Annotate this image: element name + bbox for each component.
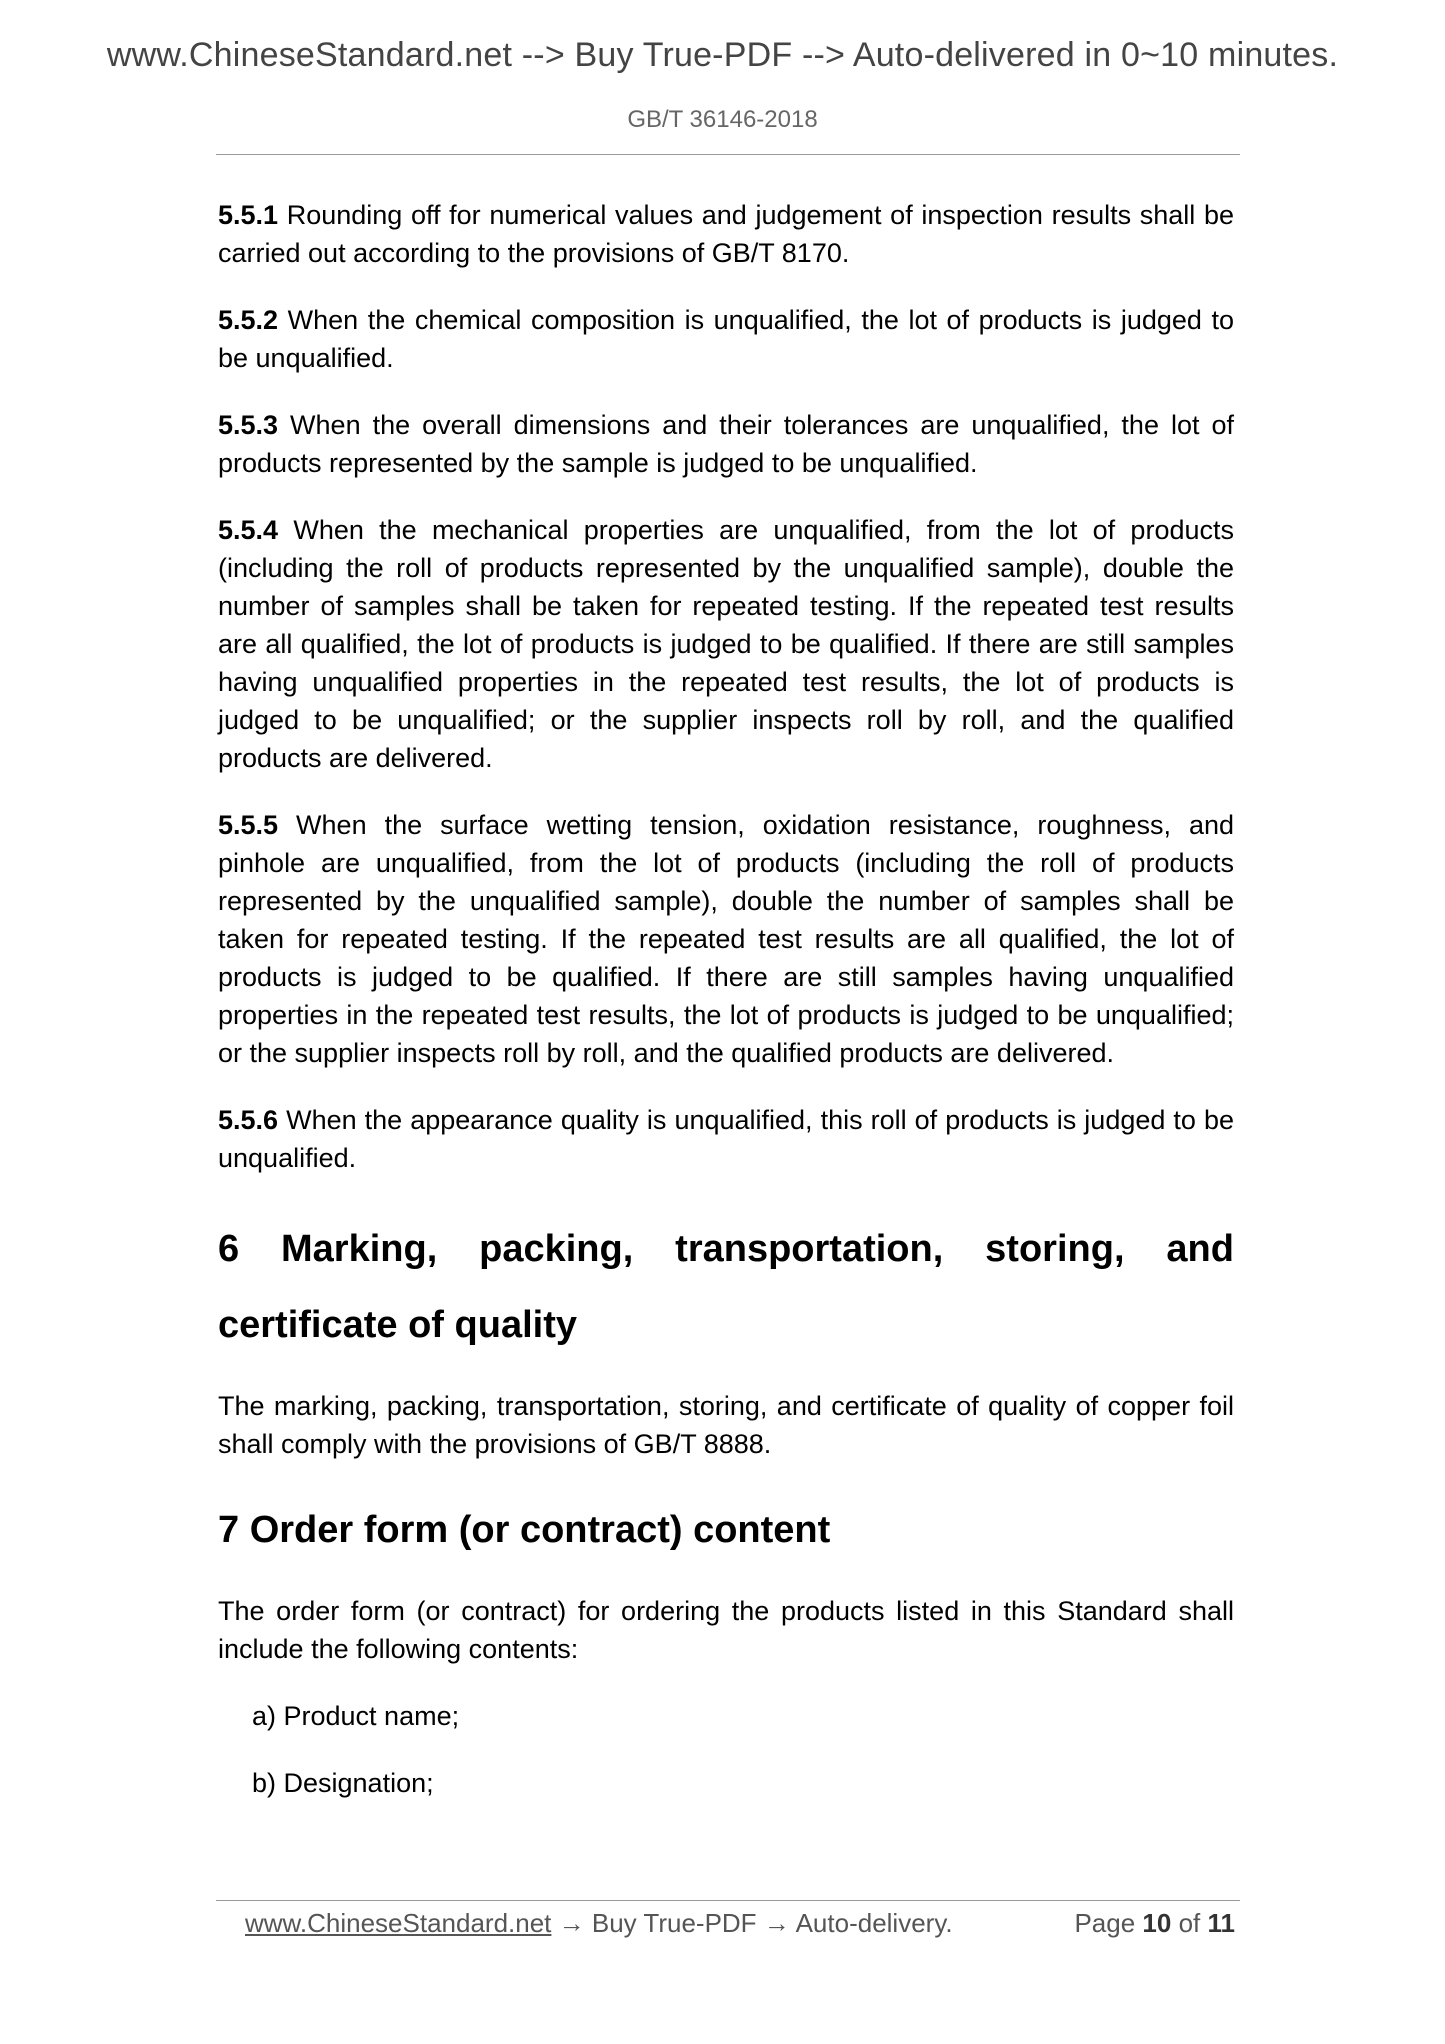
page-content bbox=[218, 196, 1234, 1831]
clause-5-5-6 bbox=[218, 1101, 1234, 1177]
arrow-right-icon: → bbox=[756, 1908, 796, 1938]
clause-number: 5.5.5 bbox=[218, 810, 279, 840]
footer-delivery-text: Auto-delivery. bbox=[795, 1908, 953, 1938]
footer-site-link[interactable]: www.ChineseStandard.net bbox=[245, 1908, 552, 1938]
footer-left bbox=[245, 1906, 953, 1940]
section-7-body: The order form (or contract) for ordering the products listed in this Standard shall include the following contents: bbox=[218, 1596, 1234, 1664]
heading-word: packing, bbox=[479, 1228, 634, 1270]
clause-number: 5.5.2 bbox=[218, 305, 279, 335]
clause-text: When the surface wetting tension, oxidation resistance, roughness, and pinhole are unqualified, from the lot of products (including the roll of products represented by the unqualified sample), double the number of samples shall be taken for repeated testing. If the repeated test results are all qualified, the lot of products is judged to be qualified. If there are still samples having unqualified properties in the repeated test results, the lot of products is judged to be unqualified; or the supplier inspects roll by roll, and the qualified products are delivered. bbox=[218, 810, 1234, 1068]
page-indicator bbox=[1074, 1906, 1235, 1940]
heading-word: Marking, bbox=[281, 1228, 438, 1270]
clause-text: When the mechanical properties are unqualified, from the lot of products (including the roll of products represented by the unqualified sample), double the number of samples shall be taken for repeated testing. If the repeated test results are all qualified, the lot of products is judged to be qualified. If there are still samples having unqualified properties in the repeated test results, the lot of products is judged to be unqualified; or the supplier inspects roll by roll, and the qualified products are delivered. bbox=[218, 515, 1234, 773]
section-6-body: The marking, packing, transportation, storing, and certificate of quality of copper foil shall comply with the provisions of GB/T 8888. bbox=[218, 1391, 1234, 1459]
section-6-heading-line1 bbox=[218, 1211, 1234, 1287]
page-label: Page bbox=[1074, 1908, 1136, 1938]
clause-number: 5.5.1 bbox=[218, 200, 279, 230]
clause-text: When the overall dimensions and their tolerances are unqualified, the lot of products represented by the sample is judged to be unqualified. bbox=[218, 410, 1234, 478]
top-banner: www.ChineseStandard.net --> Buy True-PDF --> Auto-delivered in 0~10 minutes. bbox=[106, 36, 1339, 74]
clause-5-5-5 bbox=[218, 806, 1234, 1072]
heading-word: transportation, bbox=[675, 1228, 944, 1270]
clause-number: 5.5.3 bbox=[218, 410, 279, 440]
list-item: b) Designation; bbox=[252, 1768, 434, 1798]
heading-word: storing, bbox=[985, 1228, 1125, 1270]
of-label: of bbox=[1178, 1908, 1201, 1938]
clause-5-5-1 bbox=[218, 196, 1234, 272]
footer-buy-text: Buy True-PDF bbox=[591, 1908, 757, 1938]
clause-text: Rounding off for numerical values and judgement of inspection results shall be carried out according to the provisions of GB/T 8170. bbox=[218, 200, 1234, 268]
document-code: GB/T 36146-2018 bbox=[627, 106, 818, 133]
heading-word: and bbox=[1166, 1228, 1234, 1270]
list-item: a) Product name; bbox=[252, 1701, 460, 1731]
page-number: 10 bbox=[1142, 1908, 1172, 1938]
footer-divider bbox=[216, 1900, 1240, 1901]
clause-text: When the chemical composition is unqualified, the lot of products is judged to be unqualified. bbox=[218, 305, 1234, 373]
section-6-heading-line2: certificate of quality bbox=[218, 1304, 577, 1346]
section-6-heading bbox=[218, 1211, 1234, 1363]
clause-5-5-4 bbox=[218, 511, 1234, 777]
clause-text: When the appearance quality is unqualified, this roll of products is judged to be unqualified. bbox=[218, 1105, 1234, 1173]
arrow-right-icon: → bbox=[551, 1908, 592, 1938]
page-total: 11 bbox=[1207, 1908, 1235, 1938]
heading-word: 6 bbox=[218, 1228, 240, 1270]
header-divider bbox=[216, 154, 1240, 155]
clause-5-5-2 bbox=[218, 301, 1234, 377]
clause-number: 5.5.4 bbox=[218, 515, 279, 545]
clause-number: 5.5.6 bbox=[218, 1105, 279, 1135]
clause-5-5-3 bbox=[218, 406, 1234, 482]
section-7-heading: 7 Order form (or contract) content bbox=[218, 1509, 831, 1551]
